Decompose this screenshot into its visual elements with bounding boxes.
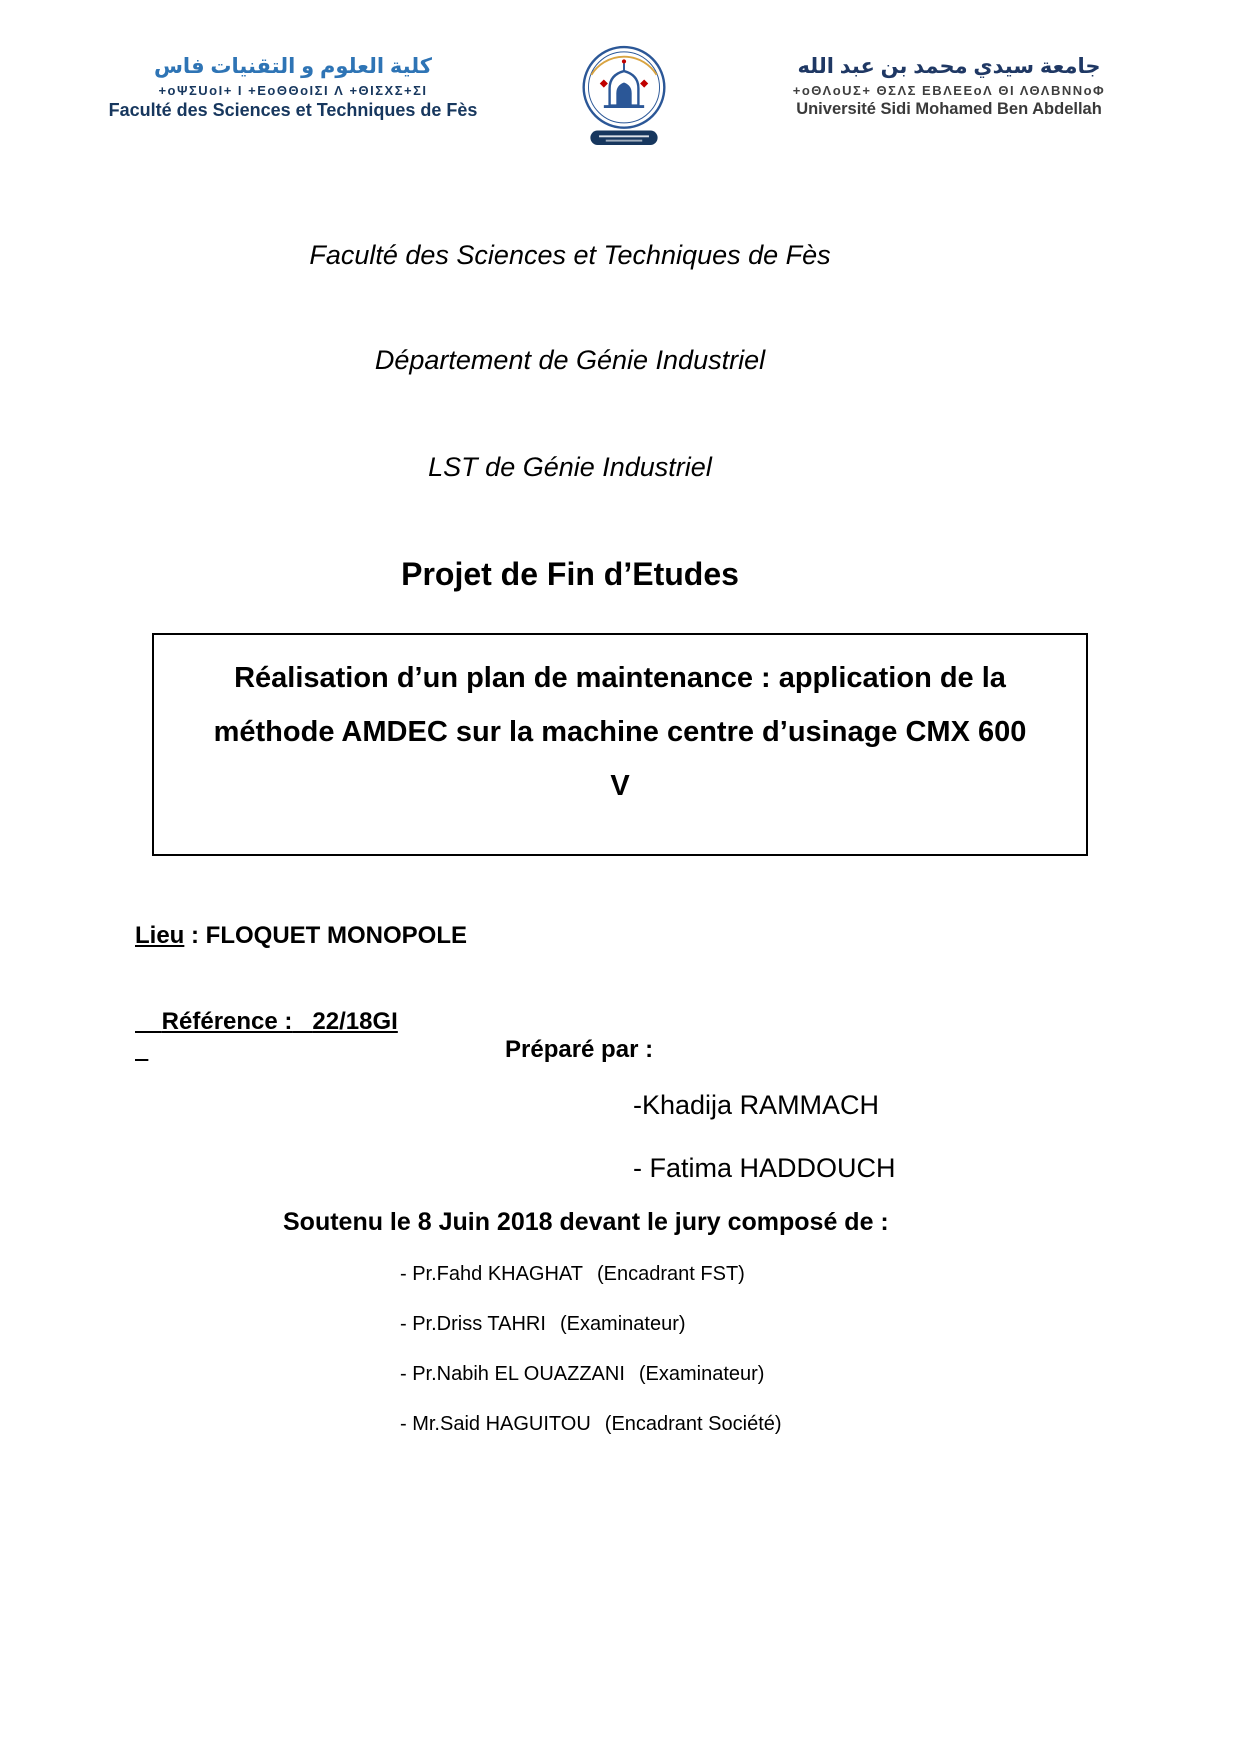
jury-member-role: (Encadrant Société) <box>604 1413 782 1435</box>
faculty-letterhead-block <box>88 42 498 121</box>
location-label: Lieu <box>135 922 185 949</box>
jury-member-name: - Pr.Nabih EL OUAZZANI <box>400 1363 625 1385</box>
jury-member <box>400 1413 782 1436</box>
university-name-arabic: جامعة سيدي محمد بن عبد الله <box>797 55 1101 78</box>
project-heading: Projet de Fin d’Etudes <box>401 556 739 592</box>
faculty-name-arabic: كلية العلوم و التقنيات فاس <box>153 55 433 78</box>
university-seal-icon <box>576 42 672 155</box>
location-line <box>135 922 467 950</box>
department-title: Département de Génie Industriel <box>374 345 766 375</box>
author-name: -Khadija RAMMACH <box>633 1090 880 1120</box>
jury-member-role: (Examinateur) <box>638 1363 765 1385</box>
reference-label: Référence : <box>161 1008 293 1035</box>
reference-spacer <box>292 1008 312 1035</box>
subject-title: Réalisation d’un plan de maintenance : application de la méthode AMDEC sur la machine centre d’usinage CMX 600 V <box>213 662 1027 802</box>
location-separator: : <box>184 922 206 949</box>
faculty-name-french: Faculté des Sciences et Techniques de Fès <box>108 100 478 121</box>
author-name: - Fatima HADDOUCH <box>633 1153 896 1183</box>
jury-member-role: (Examinateur) <box>559 1313 686 1335</box>
location-value: FLOQUET MONOPOLE <box>205 922 467 949</box>
jury-member <box>400 1363 782 1386</box>
university-name-french: Université Sidi Mohamed Ben Abdellah <box>796 100 1102 119</box>
program-title: LST de Génie Industriel <box>428 452 712 482</box>
reference-value: 22/18GI <box>312 1008 398 1035</box>
jury-member-role: (Encadrant FST) <box>597 1263 745 1285</box>
university-name-tifinagh: +oΘΛoUΣ+ ΘΣΛΣ ΕΒΛΕΕoΛ ΘΙ ΛΘΛΒΝΝoΦ <box>792 83 1106 99</box>
jury-member-name: - Mr.Said HAGUITOU <box>400 1413 591 1435</box>
faculty-name-tifinagh: +oΨΣUoI+ I +ΕoΘΘoIΣI Λ +ΘIΣΧΣ+ΣI <box>158 83 428 99</box>
jury-list <box>400 1263 782 1463</box>
faculty-title: Faculté des Sciences et Techniques de Fès <box>309 240 831 270</box>
reference-line <box>135 980 398 1064</box>
jury-member-name: - Pr.Driss TAHRI <box>400 1313 546 1335</box>
jury-member-name: - Pr.Fahd KHAGHAT <box>400 1263 584 1285</box>
university-letterhead-block <box>749 42 1149 119</box>
prepared-by-label: Préparé par : <box>505 1036 654 1063</box>
letterhead <box>88 42 1149 155</box>
authors-list <box>633 1090 896 1216</box>
subject-title-box <box>152 633 1088 856</box>
defense-statement: Soutenu le 8 Juin 2018 devant le jury composé de : <box>283 1208 889 1236</box>
jury-member <box>400 1263 782 1286</box>
jury-member <box>400 1313 782 1336</box>
